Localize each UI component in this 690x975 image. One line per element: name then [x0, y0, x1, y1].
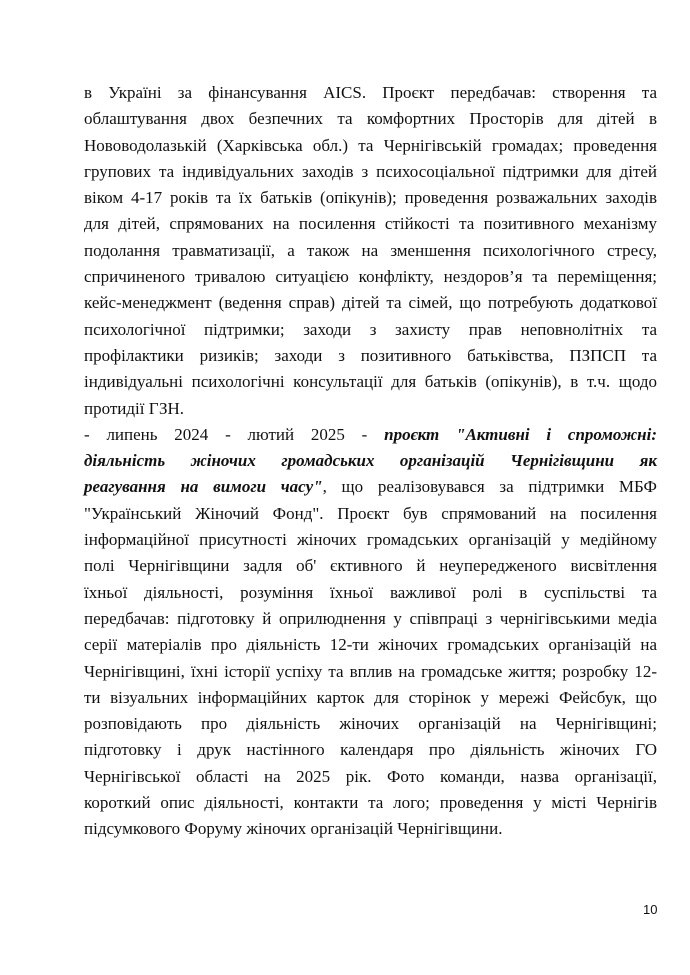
text-line: кейс-менеджмент (ведення справ) дітей та сімей, що потребують додаткової: [84, 293, 657, 313]
text-line: психологічної підтримки; заходи з захисту прав неповнолітніх та: [84, 319, 657, 339]
text-line: розповідають про діяльність жіночих організацій на Чернігівщині;: [84, 714, 657, 734]
text-line: підготовку і друк настінного календаря про діяльність жіночих ГО: [84, 740, 657, 760]
page-number: 10: [643, 902, 658, 917]
project-sponsor-text: , що реалізовувався за підтримки МБФ: [322, 477, 657, 497]
text-line: для дітей, спрямованих на посилення стійкості та позитивного механізму: [84, 214, 657, 234]
text-line: серії матеріалів про діяльність 12-ти жіночих громадських організацій на: [84, 635, 657, 655]
text-line: подолання травматизації, а також на зменшення психологічного стресу,: [84, 240, 657, 260]
project-title: діяльність жіночих громадських організацій Чернігівщини як: [84, 451, 657, 471]
text-line: інформаційної присутності жіночих громадських організацій у медійному: [84, 530, 657, 550]
project-heading-line: [84, 474, 657, 500]
text-line: полі Чернігівщини задля об' єктивного й неупередженого висвітлення: [84, 556, 657, 576]
text-line: передбачав: підготовку й оприлюднення у співпраці з чернігівськими медіа: [84, 608, 657, 628]
project-dates: - липень 2024 - лютий 2025 -: [84, 424, 385, 444]
project-title: реагування на вимоги часу": [84, 477, 323, 497]
text-line: індивідуальні психологічні консультації для батьків (опікунів), в т.ч. щодо: [84, 372, 657, 392]
text-line: "Український Жіночий Фонд". Проєкт був спрямований на посилення: [84, 503, 657, 523]
text-line: ти візуальних інформаційних карток для сторінок у мережі Фейсбук, що: [84, 687, 657, 707]
text-line: Чернігівщині, їхні історії успіху та вплив на громадське життя; розробку 12-: [84, 661, 657, 681]
text-line: Чернігівської області на 2025 рік. Фото команди, назва організації,: [84, 766, 657, 786]
project-title: проєкт "Активні і спроможні:: [384, 424, 657, 444]
project-heading-line: [84, 422, 657, 448]
text-line: короткий опис діяльності, контакти та лого; проведення у місті Чернігів: [84, 793, 657, 813]
text-line: Нововодолазькій (Харківська обл.) та Чернігівській громадах; проведення: [84, 135, 657, 155]
text-line: облаштування двох безпечних та комфортних Просторів для дітей в: [84, 109, 657, 129]
text-line: протидії ГЗН.: [84, 398, 185, 418]
text-line: спричиненого тривалою ситуацією конфлікту, нездоров’я та переміщення;: [84, 267, 657, 287]
text-line: підсумкового Форуму жіночих організацій Чернігівщини.: [84, 819, 503, 839]
text-line: їхньої діяльності, розуміння їхньої важливої ролі в суспільстві та: [84, 582, 657, 602]
text-line: в Україні за фінансування AICS. Проєкт передбачав: створення та: [84, 83, 657, 102]
text-line: групових та індивідуальних заходів з психосоціальної підтримки для дітей: [84, 161, 657, 181]
body-text: [84, 80, 657, 843]
project-heading-line: [84, 448, 657, 474]
text-line: віком 4-17 років та їх батьків (опікунів); проведення розважальних заходів: [84, 188, 657, 208]
text-line: профілактики ризиків; заходи з позитивного батьківства, ПЗПСП та: [84, 345, 657, 365]
